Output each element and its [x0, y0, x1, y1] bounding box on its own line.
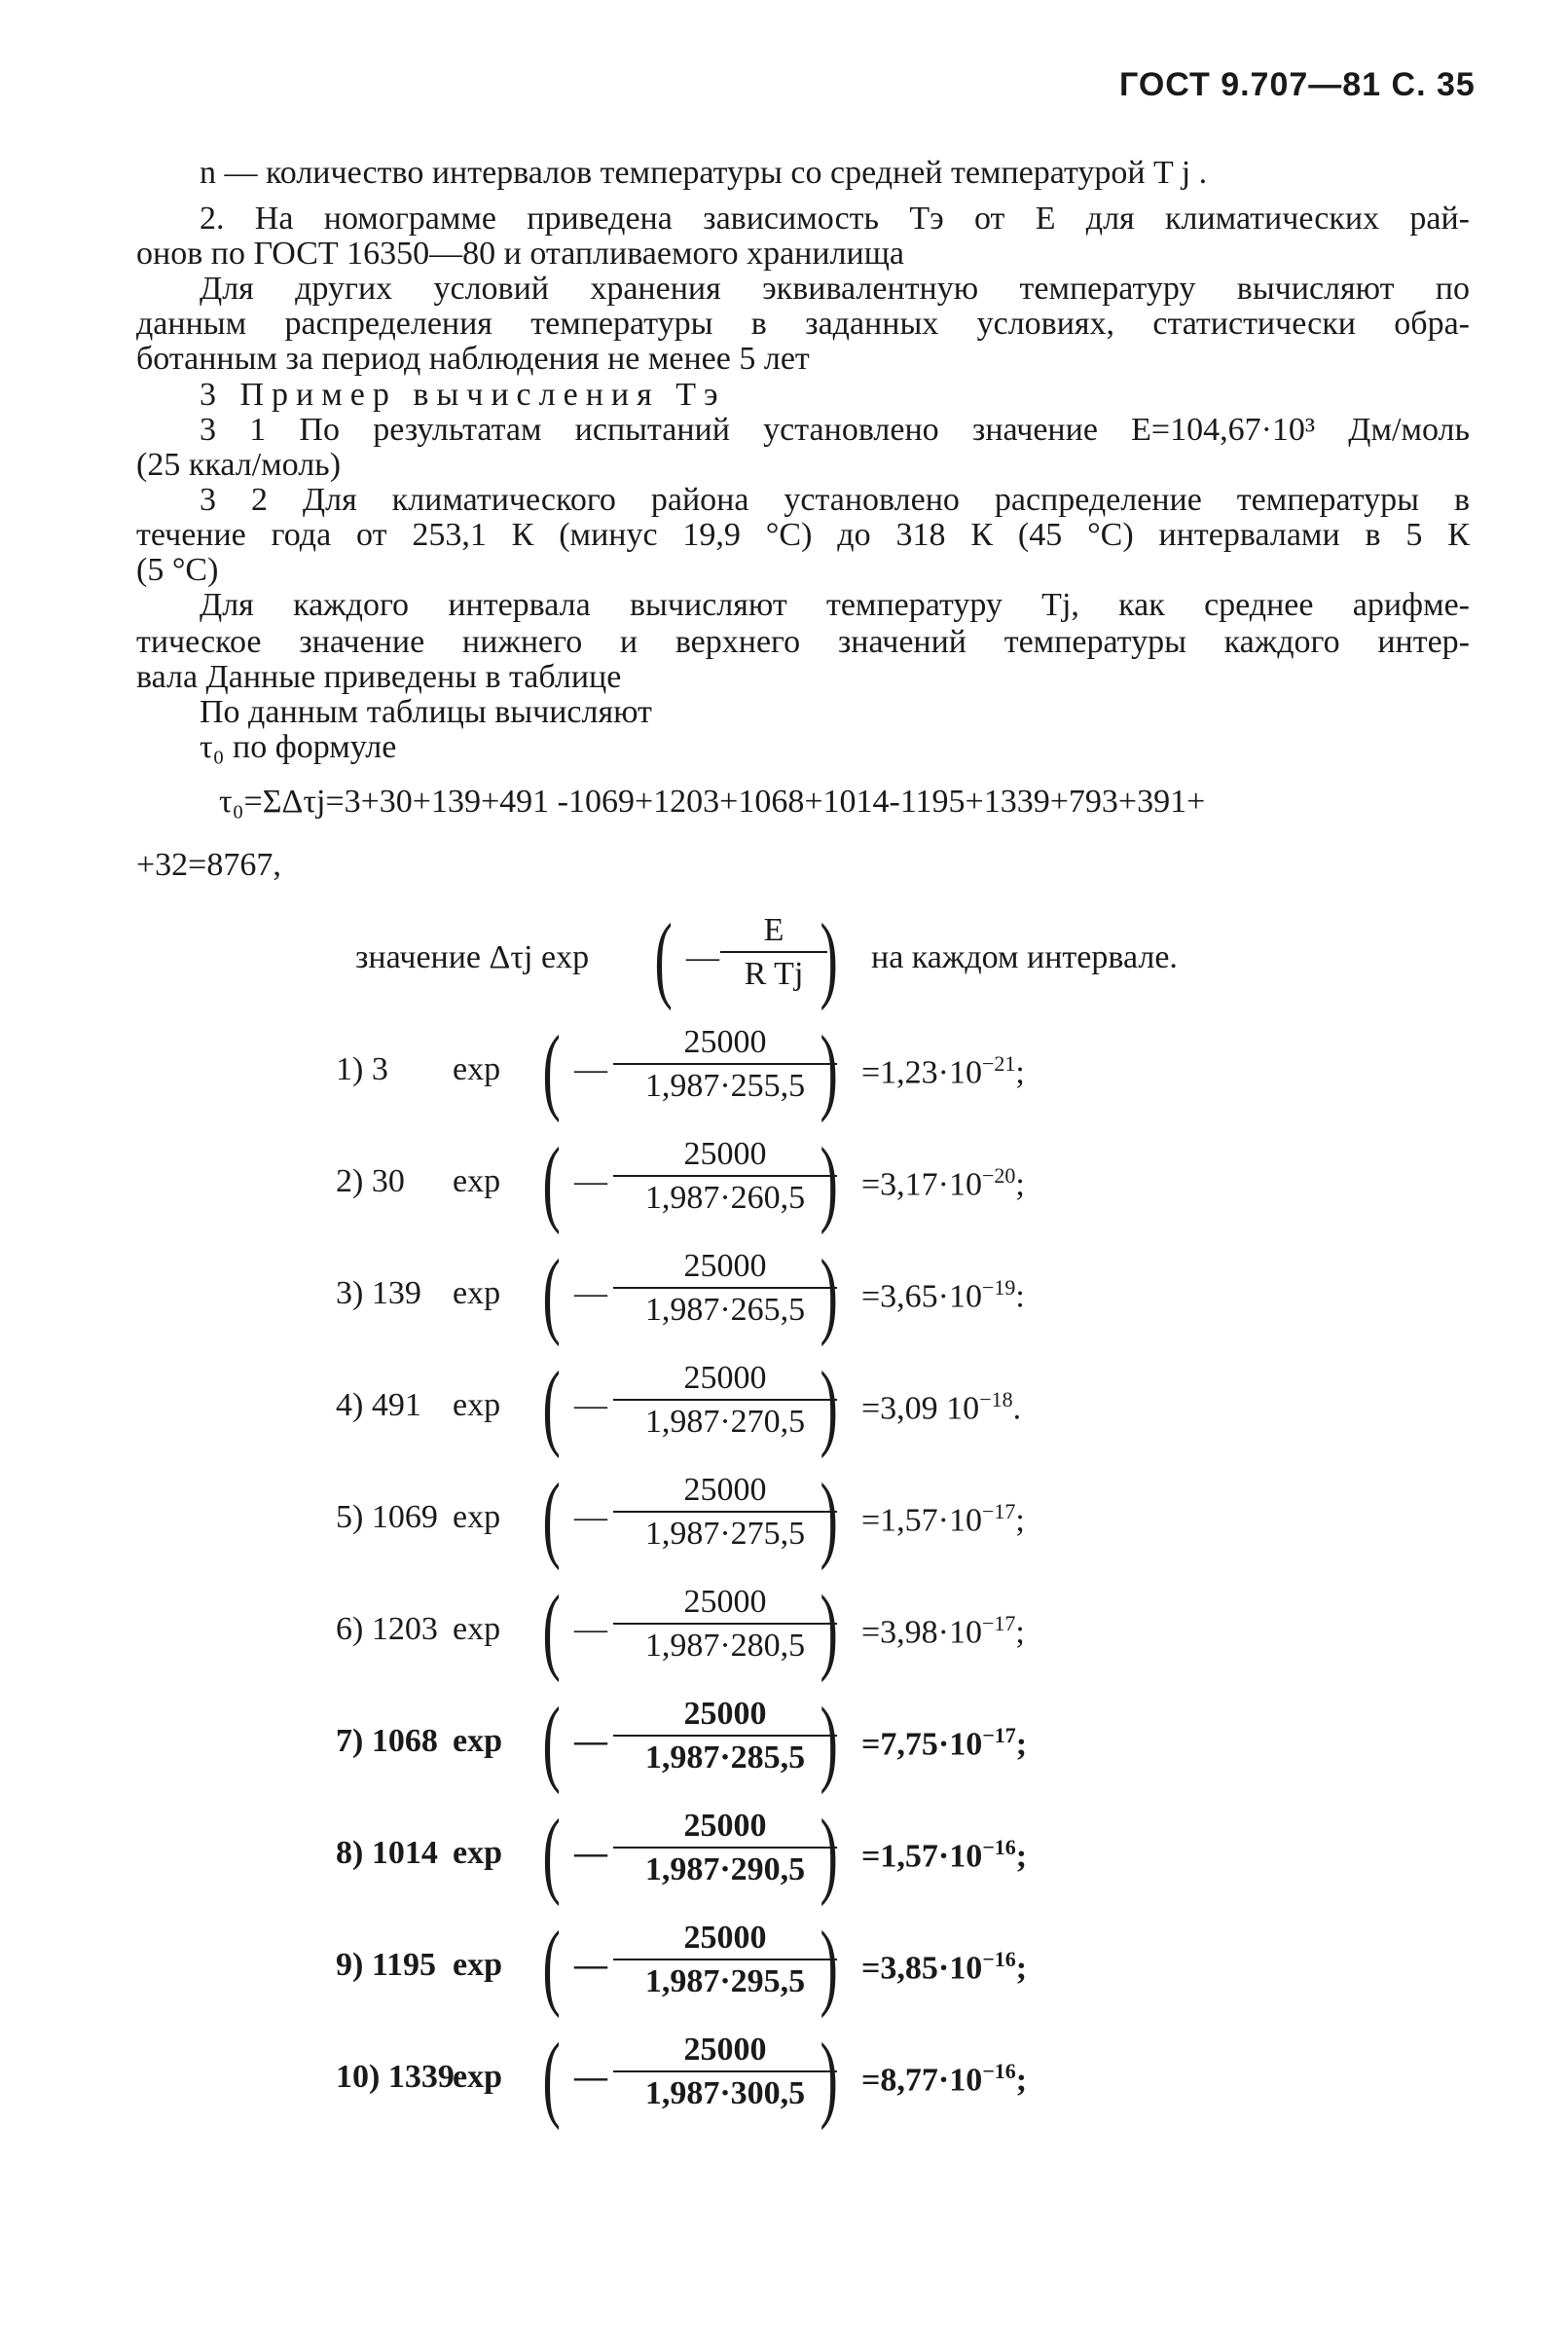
- p33-line2: тическое значение нижнего и верхнего значений температуры каждого интер-: [136, 624, 1470, 660]
- denominator: 1,987·295,5: [644, 1963, 806, 1999]
- zn-denominator: R Tj: [744, 956, 804, 992]
- exp-label: exp: [453, 1051, 501, 1087]
- numerator: 25000: [613, 1246, 837, 1289]
- fraction: [613, 1022, 837, 1106]
- left-paren: (: [542, 1911, 561, 2019]
- numerator: 25000: [613, 1470, 837, 1513]
- minus-sign: —: [574, 1163, 607, 1199]
- left-paren: (: [542, 2023, 561, 2131]
- numerator: 25000: [613, 1694, 837, 1737]
- right-paren: ): [820, 1911, 838, 2019]
- right-paren: ): [820, 1127, 838, 1235]
- left-paren: (: [542, 1575, 561, 1683]
- row-index: 5) 1069: [336, 1499, 438, 1535]
- exp-label: exp: [453, 1499, 501, 1535]
- left-paren: (: [542, 1463, 561, 1571]
- row-index: 7) 1068: [336, 1723, 438, 1759]
- exp-label: exp: [453, 1611, 501, 1647]
- result: $=3,65\cdot 10^{-19}$:: [861, 1275, 1025, 1315]
- right-paren: ): [820, 1687, 838, 1795]
- fraction: [613, 2030, 837, 2113]
- left-paren: (: [542, 1351, 561, 1459]
- exponent: −16: [982, 1947, 1016, 1971]
- right-paren: ): [820, 1463, 838, 1571]
- numerator: 25000: [613, 1358, 837, 1401]
- row-index: 3) 139: [336, 1275, 421, 1311]
- para3-line2: данным распределения температуры в заданных условиях, статистически обра-: [136, 306, 1470, 342]
- result: $=1,57\cdot 10^{-17}$;: [861, 1499, 1025, 1539]
- denominator: 1,987·255,5: [644, 1068, 806, 1104]
- minus-sign: —: [574, 1723, 607, 1759]
- p32-line2: течение года от 253,1 К (минус 19,9 °С) до 318 К (45 °С) интервалами в 5 К: [136, 517, 1470, 553]
- fraction: [613, 1694, 837, 1777]
- left-paren: (: [542, 1127, 561, 1235]
- para2-line1: 2. На номограмме приведена зависимость Tэ от E для климатических рай-: [200, 201, 1470, 237]
- p32-line1: 3 2 Для климатического района установлено распределение температуры в: [200, 482, 1470, 518]
- minus-sign: —: [574, 1387, 607, 1423]
- row-index: 8) 1014: [336, 1835, 438, 1871]
- right-paren: ): [820, 1015, 838, 1123]
- denominator: 1,987·285,5: [644, 1740, 806, 1776]
- minus-sign: —: [574, 1835, 607, 1871]
- para3-line1: Для других условий хранения эквивалентную температуру вычисляют по: [200, 271, 1470, 307]
- minus-sign: —: [686, 939, 719, 975]
- result: $=3,17\cdot 10^{-20}$;: [861, 1163, 1025, 1203]
- denominator: 1,987·265,5: [644, 1292, 806, 1328]
- result: $=1,57\cdot 10^{-16}$;: [861, 1835, 1028, 1875]
- numerator: 25000: [613, 1134, 837, 1177]
- calc-row: [336, 1575, 1212, 1689]
- interval-value-formula: [355, 903, 1329, 1017]
- left-paren: (: [654, 903, 673, 1011]
- calc-row: [336, 1911, 1212, 2025]
- right-paren: ): [820, 903, 838, 1011]
- result: =3,09 $10^{-18}$.: [861, 1387, 1022, 1427]
- row-index: 1) 3: [336, 1051, 388, 1087]
- page-header: ГОСТ 9.707—81 С. 35: [1119, 66, 1476, 103]
- exponent: −16: [982, 1835, 1016, 1859]
- result: $=7,75\cdot 10^{-17}$;: [861, 1723, 1028, 1763]
- zn-fraction: [720, 910, 827, 994]
- calc-row: [336, 1239, 1212, 1353]
- exponent: −17: [982, 1499, 1016, 1523]
- left-paren: (: [542, 1015, 561, 1123]
- sum-formula-line1: τ₀=ΣΔτj=3+30+139+491 -1069+1203+1068+1014-1195+1339+793+391+: [219, 784, 1206, 820]
- calc-row: [336, 1127, 1212, 1241]
- result: $=8,77\cdot 10^{-16}$;: [861, 2059, 1028, 2099]
- left-paren: (: [542, 1799, 561, 1907]
- denominator: 1,987·260,5: [644, 1180, 806, 1216]
- exponent: −17: [982, 1611, 1016, 1635]
- row-index: 10) 1339: [336, 2059, 455, 2095]
- calc-row: [336, 1799, 1212, 1913]
- exp-label: exp: [453, 1163, 501, 1199]
- minus-sign: —: [574, 1611, 607, 1647]
- exp-label: exp: [453, 1947, 502, 1983]
- fraction: [613, 1470, 837, 1554]
- right-paren: ): [820, 2023, 838, 2131]
- row-index: 9) 1195: [336, 1947, 436, 1983]
- numerator: 25000: [613, 1582, 837, 1625]
- exp-label: exp: [453, 1835, 502, 1871]
- fraction: [613, 1134, 837, 1218]
- exponent: −21: [982, 1051, 1016, 1076]
- calc-row: [336, 1687, 1212, 1801]
- p34-line: По данным таблицы вычисляют: [200, 694, 652, 730]
- minus-sign: —: [574, 1947, 607, 1983]
- p33-line1: Для каждого интервала вычисляют температуру Tj, как среднее арифме-: [200, 587, 1470, 623]
- right-paren: ): [820, 1799, 838, 1907]
- right-paren: ): [820, 1575, 838, 1683]
- minus-sign: —: [574, 2059, 607, 2095]
- calc-row: [336, 1463, 1212, 1577]
- fraction: [613, 1582, 837, 1666]
- calc-row: [336, 1351, 1212, 1465]
- denominator: 1,987·270,5: [644, 1404, 806, 1440]
- section-3-heading: 3 Пример вычисления Tэ: [200, 377, 726, 413]
- zn-right-text: на каждом интервале.: [871, 939, 1178, 975]
- exponent: −18: [979, 1387, 1013, 1411]
- result: $=3,85\cdot 10^{-16}$;: [861, 1947, 1028, 1987]
- para2-line2: онов по ГОСТ 16350—80 и отапливаемого хранилища: [136, 236, 905, 272]
- p32-line3: (5 °С): [136, 552, 219, 588]
- result: $=1,23\cdot 10^{-21}$;: [861, 1051, 1025, 1091]
- right-paren: ): [820, 1351, 838, 1459]
- denominator: 1,987·290,5: [644, 1851, 806, 1887]
- row-index: 2) 30: [336, 1163, 405, 1199]
- exp-label: exp: [453, 2059, 502, 2095]
- left-paren: (: [542, 1687, 561, 1795]
- numerator: 25000: [613, 2030, 837, 2072]
- exponent: −16: [982, 2059, 1016, 2083]
- exp-label: exp: [453, 1723, 502, 1759]
- fraction: [613, 1246, 837, 1330]
- left-paren: (: [542, 1239, 561, 1347]
- calc-row: [336, 2023, 1212, 2137]
- fraction: [613, 1806, 837, 1889]
- zn-left-text: значение Δτj exp: [355, 939, 590, 975]
- numerator: 25000: [613, 1918, 837, 1960]
- minus-sign: —: [574, 1051, 607, 1087]
- p33-line3: вала Данные приведены в таблице: [136, 659, 622, 695]
- denominator: 1,987·275,5: [644, 1516, 806, 1552]
- exponent: −19: [982, 1275, 1016, 1300]
- denominator: 1,987·280,5: [644, 1628, 806, 1664]
- exponent: −17: [982, 1723, 1016, 1747]
- fraction: [613, 1358, 837, 1442]
- exponent: −20: [982, 1163, 1016, 1188]
- right-paren: ): [820, 1239, 838, 1347]
- zn-numerator: E: [720, 910, 827, 953]
- row-index: 4) 491: [336, 1387, 421, 1423]
- calc-row: [336, 1015, 1212, 1129]
- numerator: 25000: [613, 1022, 837, 1065]
- minus-sign: —: [574, 1499, 607, 1535]
- p31-line1: 3 1 По результатам испытаний установлено значение E=104,67·10³ Дм/моль: [200, 412, 1470, 448]
- p31-line2: (25 ккал/моль): [136, 447, 342, 483]
- sum-formula-line2: +32=8767,: [136, 847, 281, 883]
- numerator: 25000: [613, 1806, 837, 1849]
- row-index: 6) 1203: [336, 1611, 438, 1647]
- paragraph-n: n — количество интервалов температуры со средней температурой T j .: [200, 155, 1208, 191]
- para3-line3: ботанным за период наблюдения не менее 5 лет: [136, 341, 810, 377]
- denominator: 1,987·300,5: [644, 2075, 806, 2111]
- exp-label: exp: [453, 1275, 501, 1311]
- minus-sign: —: [574, 1275, 607, 1311]
- exp-label: exp: [453, 1387, 501, 1423]
- p35-line: τ₀ по формуле: [200, 729, 397, 765]
- result: $=3,98\cdot 10^{-17}$;: [861, 1611, 1025, 1651]
- fraction: [613, 1918, 837, 2001]
